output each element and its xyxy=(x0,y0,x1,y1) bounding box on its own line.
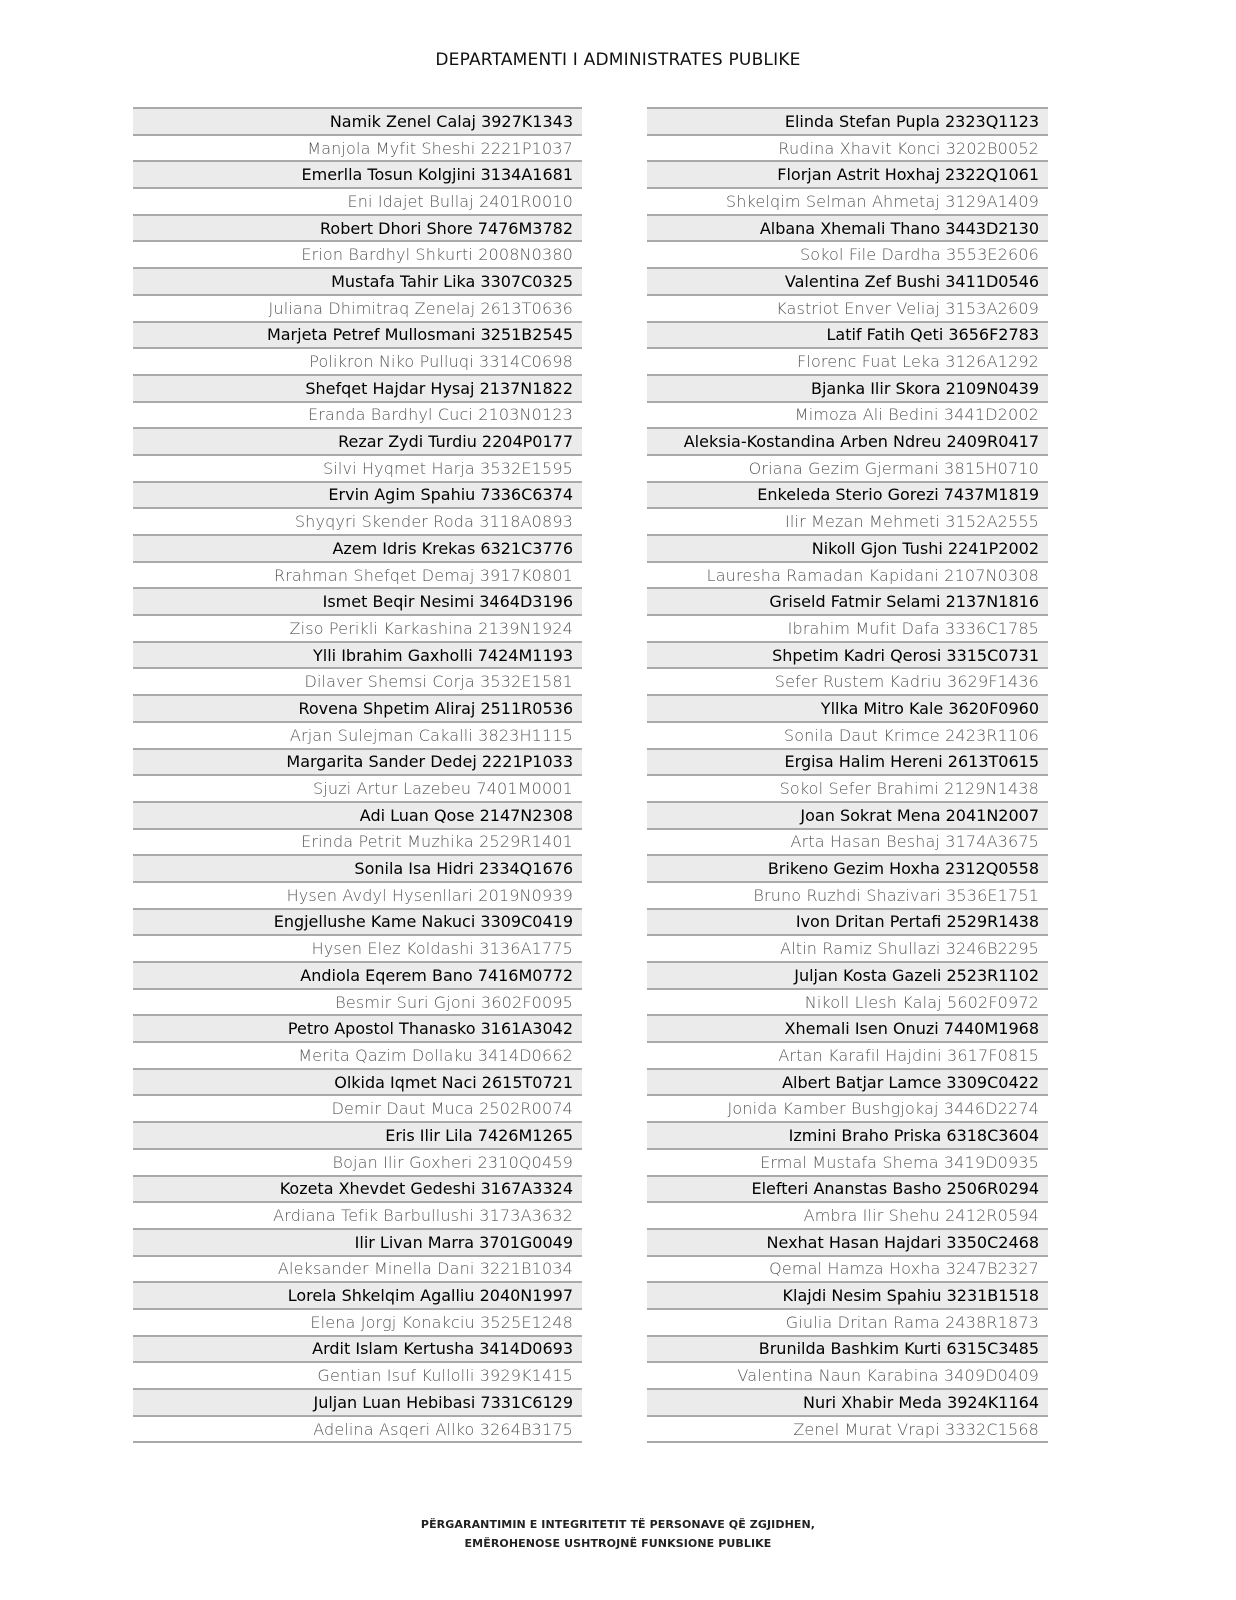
footer-line-2: EMËROHENOSE USHTROJNË FUNKSIONE PUBLIKE xyxy=(464,1537,772,1550)
left-name-list xyxy=(133,107,582,1443)
list-item: Eris Ilir Lila 7426M1265 xyxy=(133,1123,582,1150)
list-item: Klajdi Nesim Spahiu 3231B1518 xyxy=(647,1283,1048,1310)
list-item: Arta Hasan Beshaj 3174A3675 xyxy=(647,830,1048,857)
list-item: Yllka Mitro Kale 3620F0960 xyxy=(647,696,1048,723)
list-item: Ardit Islam Kertusha 3414D0693 xyxy=(133,1337,582,1364)
list-item: Robert Dhori Shore 7476M3782 xyxy=(133,216,582,243)
list-item: Brikeno Gezim Hoxha 2312Q0558 xyxy=(647,856,1048,883)
footer-line-1: PËRGARANTIMIN E INTEGRITETIT TË PERSONAVE QË ZGJIDHEN, xyxy=(420,1518,816,1531)
list-item: Sokol File Dardha 3553E2606 xyxy=(647,242,1048,269)
list-item: Ismet Beqir Nesimi 3464D3196 xyxy=(133,589,582,616)
list-item: Oriana Gezim Gjermani 3815H0710 xyxy=(647,456,1048,483)
list-item: Xhemali Isen Onuzi 7440M1968 xyxy=(647,1016,1048,1043)
list-item: Manjola Myfit Sheshi 2221P1037 xyxy=(133,136,582,163)
list-item: Besmir Suri Gjoni 3602F0095 xyxy=(133,990,582,1017)
list-item: Albana Xhemali Thano 3443D2130 xyxy=(647,216,1048,243)
list-item: Shefqet Hajdar Hysaj 2137N1822 xyxy=(133,376,582,403)
list-item: Giulia Dritan Rama 2438R1873 xyxy=(647,1310,1048,1337)
list-item: Hysen Avdyl Hysenllari 2019N0939 xyxy=(133,883,582,910)
list-item: Sefer Rustem Kadriu 3629F1436 xyxy=(647,669,1048,696)
list-item: Ziso Perikli Karkashina 2139N1924 xyxy=(133,616,582,643)
list-item: Florenc Fuat Leka 3126A1292 xyxy=(647,349,1048,376)
list-item: Petro Apostol Thanasko 3161A3042 xyxy=(133,1016,582,1043)
list-item: Demir Daut Muca 2502R0074 xyxy=(133,1096,582,1123)
list-item: Elena Jorgj Konakciu 3525E1248 xyxy=(133,1310,582,1337)
list-item: Dilaver Shemsi Corja 3532E1581 xyxy=(133,669,582,696)
list-item: Nikoll Gjon Tushi 2241P2002 xyxy=(647,536,1048,563)
list-item: Izmini Braho Priska 6318C3604 xyxy=(647,1123,1048,1150)
list-item: Eni Idajet Bullaj 2401R0010 xyxy=(133,189,582,216)
list-item: Adi Luan Qose 2147N2308 xyxy=(133,803,582,830)
list-item: Valentina Zef Bushi 3411D0546 xyxy=(647,269,1048,296)
list-item: Mimoza Ali Bedini 3441D2002 xyxy=(647,403,1048,430)
list-item: Nuri Xhabir Meda 3924K1164 xyxy=(647,1390,1048,1417)
list-item: Silvi Hyqmet Harja 3532E1595 xyxy=(133,456,582,483)
list-item: Azem Idris Krekas 6321C3776 xyxy=(133,536,582,563)
footer xyxy=(0,1515,1236,1553)
list-item: Bjanka Ilir Skora 2109N0439 xyxy=(647,376,1048,403)
list-item: Sonila Daut Krimce 2423R1106 xyxy=(647,723,1048,750)
list-item: Sokol Sefer Brahimi 2129N1438 xyxy=(647,776,1048,803)
list-item: Rovena Shpetim Aliraj 2511R0536 xyxy=(133,696,582,723)
list-item: Andiola Eqerem Bano 7416M0772 xyxy=(133,963,582,990)
list-item: Aleksander Minella Dani 3221B1034 xyxy=(133,1257,582,1284)
list-item: Ylli Ibrahim Gaxholli 7424M1193 xyxy=(133,643,582,670)
list-item: Rudina Xhavit Konci 3202B0052 xyxy=(647,136,1048,163)
list-item: Polikron Niko Pulluqi 3314C0698 xyxy=(133,349,582,376)
list-item: Jonida Kamber Bushgjokaj 3446D2274 xyxy=(647,1096,1048,1123)
list-item: Juliana Dhimitraq Zenelaj 2613T0636 xyxy=(133,296,582,323)
list-item: Ermal Mustafa Shema 3419D0935 xyxy=(647,1150,1048,1177)
list-item: Shyqyri Skender Roda 3118A0893 xyxy=(133,509,582,536)
list-item: Griseld Fatmir Selami 2137N1816 xyxy=(647,589,1048,616)
list-item: Erinda Petrit Muzhika 2529R1401 xyxy=(133,830,582,857)
list-item: Erion Bardhyl Shkurti 2008N0380 xyxy=(133,242,582,269)
list-item: Bruno Ruzhdi Shazivari 3536E1751 xyxy=(647,883,1048,910)
list-item: Ibrahim Mufit Dafa 3336C1785 xyxy=(647,616,1048,643)
list-item: Lorela Shkelqim Agalliu 2040N1997 xyxy=(133,1283,582,1310)
list-item: Ilir Mezan Mehmeti 3152A2555 xyxy=(647,509,1048,536)
list-item: Sonila Isa Hidri 2334Q1676 xyxy=(133,856,582,883)
list-item: Emerlla Tosun Kolgjini 3134A1681 xyxy=(133,162,582,189)
list-item: Nikoll Llesh Kalaj 5602F0972 xyxy=(647,990,1048,1017)
list-item: Elefteri Ananstas Basho 2506R0294 xyxy=(647,1177,1048,1204)
list-item: Namik Zenel Calaj 3927K1343 xyxy=(133,109,582,136)
list-item: Ervin Agim Spahiu 7336C6374 xyxy=(133,483,582,510)
list-item: Juljan Luan Hebibasi 7331C6129 xyxy=(133,1390,582,1417)
list-item: Engjellushe Kame Nakuci 3309C0419 xyxy=(133,910,582,937)
list-item: Lauresha Ramadan Kapidani 2107N0308 xyxy=(647,563,1048,590)
list-item: Latif Fatih Qeti 3656F2783 xyxy=(647,323,1048,350)
list-item: Ergisa Halim Hereni 2613T0615 xyxy=(647,750,1048,777)
list-item: Aleksia-Kostandina Arben Ndreu 2409R0417 xyxy=(647,429,1048,456)
list-item: Sjuzi Artur Lazebeu 7401M0001 xyxy=(133,776,582,803)
list-item: Kastriot Enver Veliaj 3153A2609 xyxy=(647,296,1048,323)
list-item: Ilir Livan Marra 3701G0049 xyxy=(133,1230,582,1257)
list-item: Gentian Isuf Kullolli 3929K1415 xyxy=(133,1363,582,1390)
list-item: Florjan Astrit Hoxhaj 2322Q1061 xyxy=(647,162,1048,189)
list-item: Ivon Dritan Pertafi 2529R1438 xyxy=(647,910,1048,937)
list-item: Joan Sokrat Mena 2041N2007 xyxy=(647,803,1048,830)
list-item: Elinda Stefan Pupla 2323Q1123 xyxy=(647,109,1048,136)
list-item: Bojan Ilir Goxheri 2310Q0459 xyxy=(133,1150,582,1177)
list-item: Ardiana Tefik Barbullushi 3173A3632 xyxy=(133,1203,582,1230)
list-item: Olkida Iqmet Naci 2615T0721 xyxy=(133,1070,582,1097)
list-item: Juljan Kosta Gazeli 2523R1102 xyxy=(647,963,1048,990)
list-item: Merita Qazim Dollaku 3414D0662 xyxy=(133,1043,582,1070)
list-item: Hysen Elez Koldashi 3136A1775 xyxy=(133,936,582,963)
list-item: Marjeta Petref Mullosmani 3251B2545 xyxy=(133,323,582,350)
list-item: Ambra Ilir Shehu 2412R0594 xyxy=(647,1203,1048,1230)
list-item: Eranda Bardhyl Cuci 2103N0123 xyxy=(133,403,582,430)
list-item: Valentina Naun Karabina 3409D0409 xyxy=(647,1363,1048,1390)
list-item: Shkelqim Selman Ahmetaj 3129A1409 xyxy=(647,189,1048,216)
list-item: Altin Ramiz Shullazi 3246B2295 xyxy=(647,936,1048,963)
list-item: Kozeta Xhevdet Gedeshi 3167A3324 xyxy=(133,1177,582,1204)
list-item: Margarita Sander Dedej 2221P1033 xyxy=(133,750,582,777)
list-item: Brunilda Bashkim Kurti 6315C3485 xyxy=(647,1337,1048,1364)
list-item: Mustafa Tahir Lika 3307C0325 xyxy=(133,269,582,296)
list-item: Rezar Zydi Turdiu 2204P0177 xyxy=(133,429,582,456)
list-item: Nexhat Hasan Hajdari 3350C2468 xyxy=(647,1230,1048,1257)
list-item: Albert Batjar Lamce 3309C0422 xyxy=(647,1070,1048,1097)
list-item: Qemal Hamza Hoxha 3247B2327 xyxy=(647,1257,1048,1284)
list-item: Arjan Sulejman Cakalli 3823H1115 xyxy=(133,723,582,750)
right-name-list xyxy=(647,107,1048,1443)
list-item: Artan Karafil Hajdini 3617F0815 xyxy=(647,1043,1048,1070)
list-item: Adelina Asqeri Allko 3264B3175 xyxy=(133,1417,582,1444)
page-title: DEPARTAMENTI I ADMINISTRATES PUBLIKE xyxy=(435,50,801,70)
list-item: Rrahman Shefqet Demaj 3917K0801 xyxy=(133,563,582,590)
list-item: Zenel Murat Vrapi 3332C1568 xyxy=(647,1417,1048,1444)
list-item: Shpetim Kadri Qerosi 3315C0731 xyxy=(647,643,1048,670)
list-item: Enkeleda Sterio Gorezi 7437M1819 xyxy=(647,483,1048,510)
